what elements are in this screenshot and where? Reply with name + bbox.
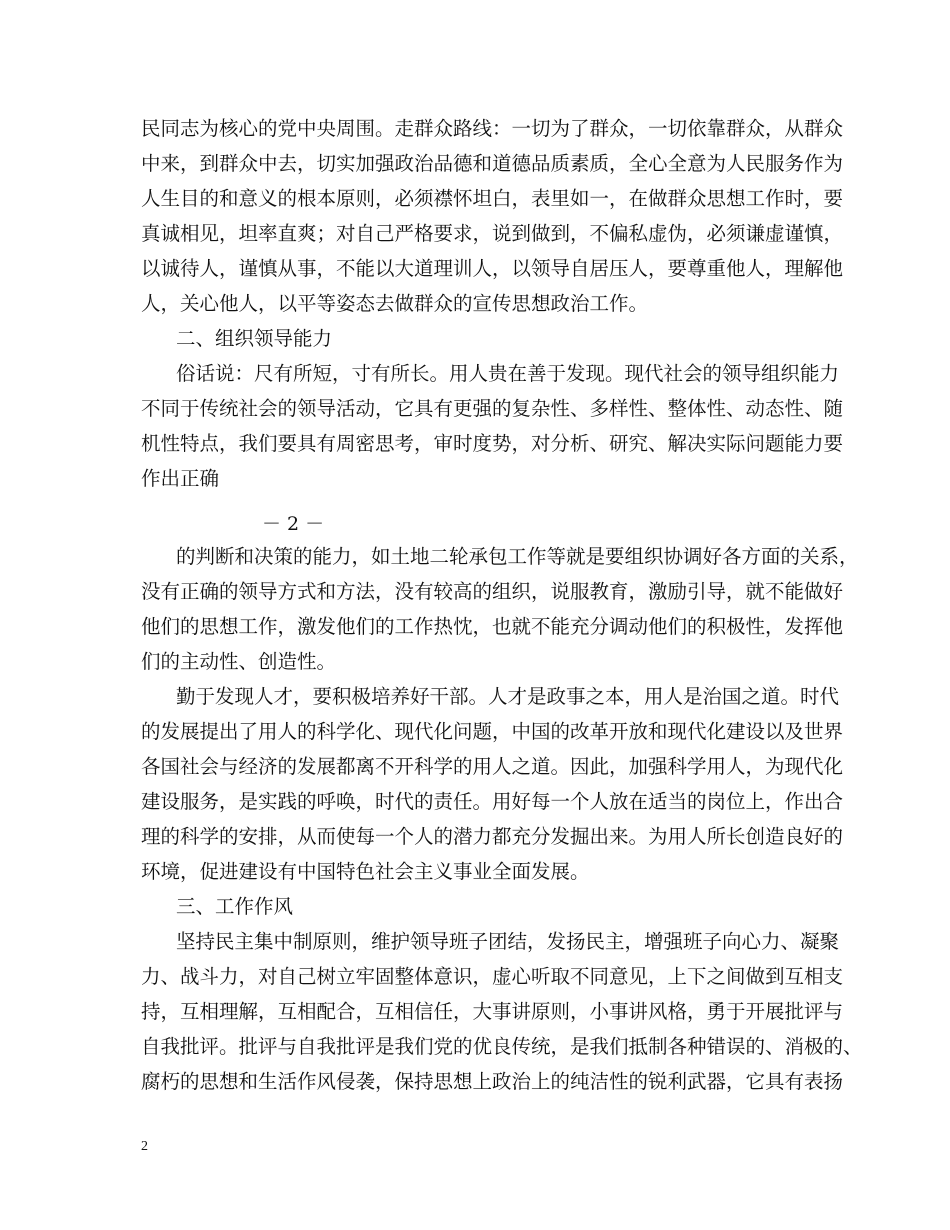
body-text-line: 持，互相理解，互相配合，互相信任，大事讲原则，小事讲风格，勇于开展批评与 <box>141 1000 844 1023</box>
body-text-line: 没有正确的领导方式和方法，没有较高的组织，说服教育，激励引导，就不能做好 <box>141 580 844 603</box>
body-text-line: 勤于发现人才，要积极培养好干部。人才是政事之本，用人是治国之道。时代 <box>176 685 840 708</box>
section-heading: 三、工作作风 <box>176 895 294 918</box>
body-text-line: 人生目的和意义的根本原则，必须襟怀坦白，表里如一，在做群众思想工作时，要 <box>141 187 844 210</box>
body-text-line: 人，关心他人，以平等姿态去做群众的宣传思想政治工作。 <box>141 292 649 315</box>
body-text-line: 环境，促进建设有中国特色社会主义事业全面发展。 <box>141 860 590 883</box>
footer-page-number: 2 <box>141 1139 148 1154</box>
body-text-line: 民同志为核心的党中央周围。走群众路线：一切为了群众，一切依靠群众，从群众 <box>141 117 844 140</box>
page-marker: － 2 － <box>262 513 325 535</box>
body-text-line: 他们的思想工作，激发他们的工作热忱，也就不能充分调动他们的积极性，发挥他 <box>141 615 844 638</box>
body-text-line: 坚持民主集中制原则，维护领导班子团结，发扬民主，增强班子向心力、凝聚 <box>176 930 840 953</box>
body-text-line: 以诚待人，谨慎从事，不能以大道理训人，以领导自居压人，要尊重他人，理解他 <box>141 257 844 280</box>
body-text-line: 的发展提出了用人的科学化、现代化问题，中国的改革开放和现代化建设以及世界 <box>141 720 844 743</box>
body-text-line: 真诚相见，坦率直爽；对自己严格要求，说到做到，不偏私虚伪，必须谦虚谨慎， <box>141 222 844 245</box>
section-heading: 二、组织领导能力 <box>176 327 333 350</box>
body-text-line: 理的科学的安排，从而使每一个人的潜力都充分发掘出来。为用人所长创造良好的 <box>141 825 844 848</box>
body-text-line: 的判断和决策的能力，如土地二轮承包工作等就是要组织协调好各方面的关系， <box>176 545 859 568</box>
body-text-line: 自我批评。批评与自我批评是我们党的优良传统，是我们抵制各种错误的、消极的、 <box>141 1035 863 1058</box>
body-text-line: 机性特点，我们要具有周密思考，审时度势，对分析、研究、解决实际问题能力要 <box>141 432 844 455</box>
body-text-line: 俗话说：尺有所短，寸有所长。用人贵在善于发现。现代社会的领导组织能力 <box>176 362 840 385</box>
body-text-line: 各国社会与经济的发展都离不开科学的用人之道。因此，加强科学用人，为现代化 <box>141 755 844 778</box>
body-text-line: 们的主动性、创造性。 <box>141 650 337 673</box>
body-text-line: 力、战斗力，对自己树立牢固整体意识，虚心听取不同意见，上下之间做到互相支 <box>141 965 844 988</box>
body-text-line: 中来，到群众中去，切实加强政治品德和道德品质素质，全心全意为人民服务作为 <box>141 152 844 175</box>
body-text-line: 建设服务，是实践的呼唤，时代的责任。用好每一个人放在适当的岗位上，作出合 <box>141 790 844 813</box>
body-text-line: 作出正确 <box>141 467 220 490</box>
body-text-line: 不同于传统社会的领导活动，它具有更强的复杂性、多样性、整体性、动态性、随 <box>141 397 844 420</box>
body-text-line: 腐朽的思想和生活作风侵袭，保持思想上政治上的纯洁性的锐利武器，它具有表扬 <box>141 1070 844 1093</box>
